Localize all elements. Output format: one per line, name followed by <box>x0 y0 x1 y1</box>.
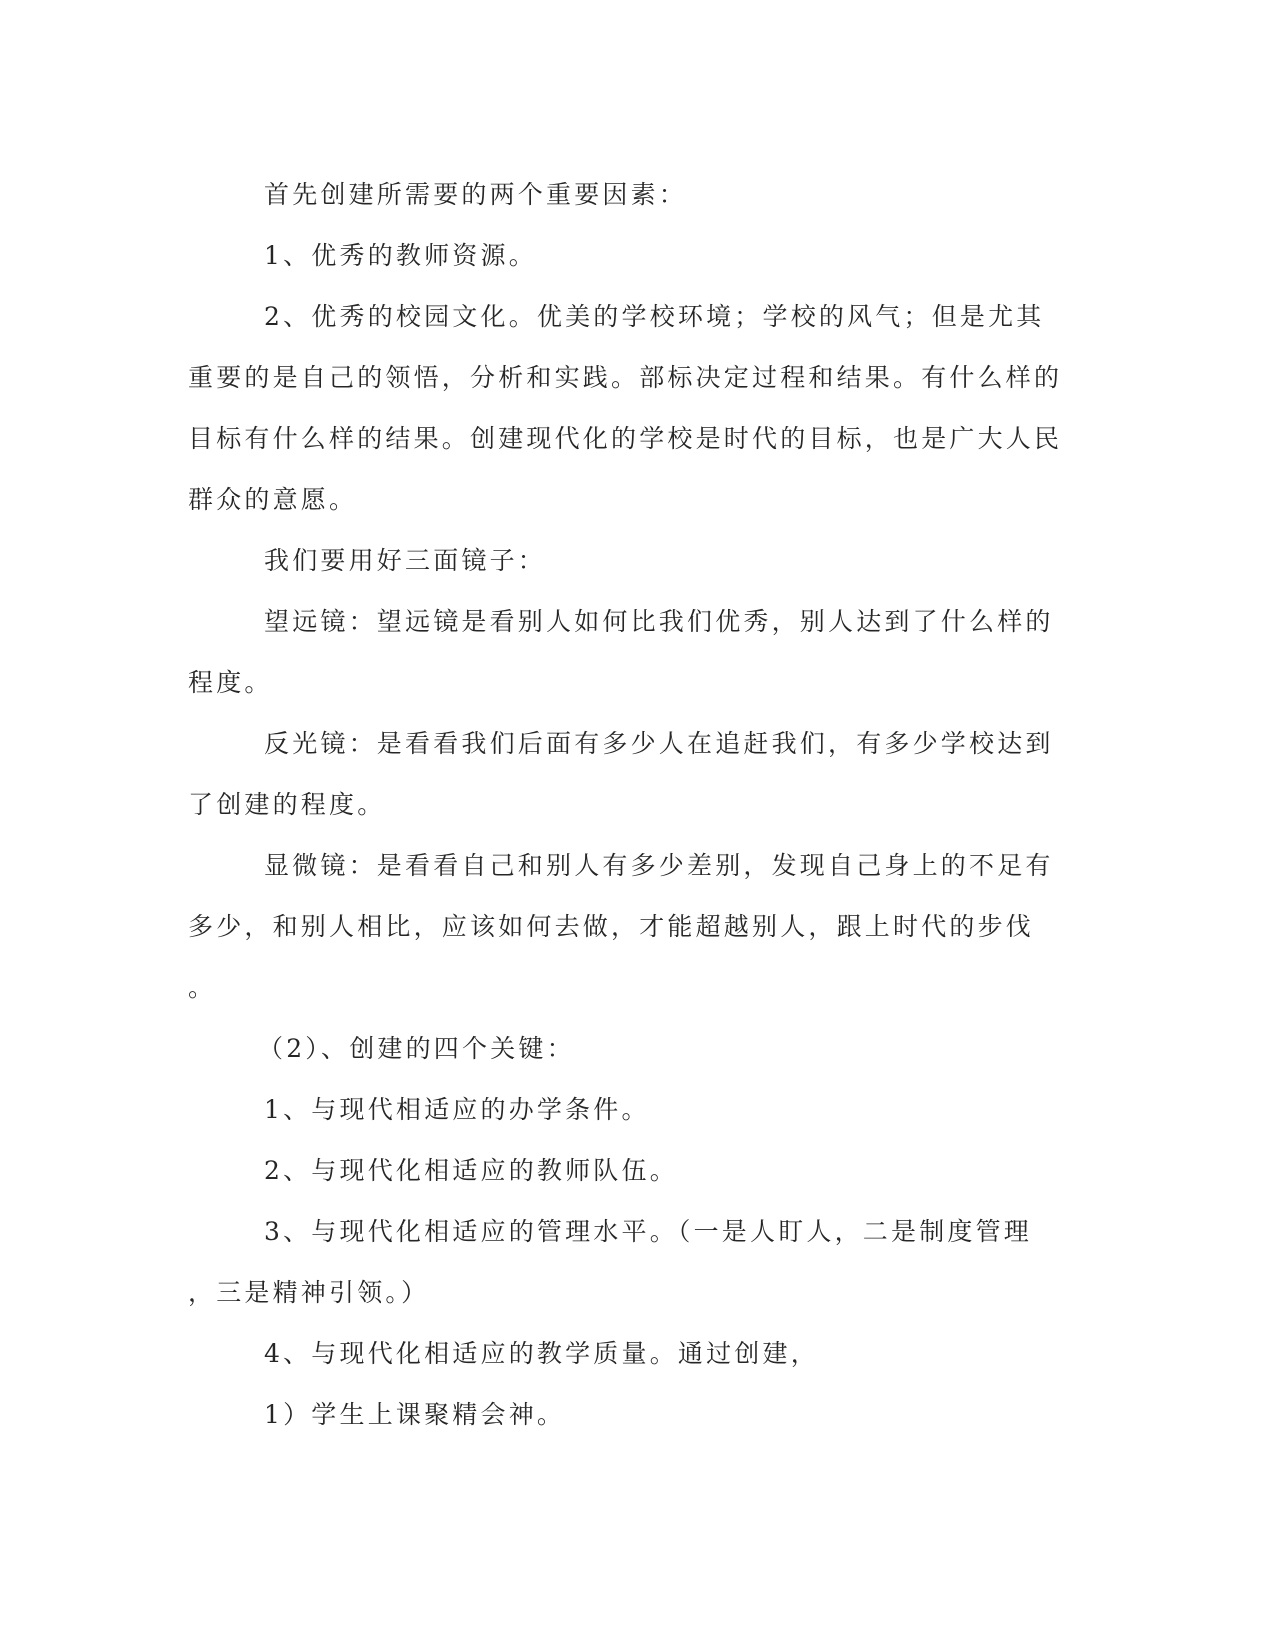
paragraph-three-mirrors-heading: 我们要用好三面镜子： <box>264 546 547 575</box>
paragraph-key-2: 2、与现代化相适应的教师队伍。 <box>264 1156 678 1185</box>
paragraph-key-4: 4、与现代化相适应的教学质量。通过创建， <box>264 1339 819 1368</box>
paragraph-key-1: 1、与现代相适应的办学条件。 <box>264 1095 650 1124</box>
paragraph-key-3: 3、与现代化相适应的管理水平。（一是人盯人，二是制度管理 ，三是精神引领。） <box>188 1217 1033 1307</box>
paragraph-telescope: 望远镜：望远镜是看别人如何比我们优秀，别人达到了什么样的程度。 <box>188 607 1054 697</box>
paragraph-key-factors-heading: 首先创建所需要的两个重要因素： <box>264 180 688 209</box>
paragraph-factor-2: 2、优秀的校园文化。优美的学校环境；学校的风气；但是尤其重要的是自己的领悟，分析和实践。部标决定过程和结果。有什么样的目标有什么样的结果。创建现代化的学校是时代的目标，也是广大人民群众的意愿。 <box>188 302 1063 514</box>
paragraph-four-keys-heading: （2）、创建的四个关键： <box>258 1034 575 1063</box>
paragraph-microscope: 显微镜：是看看自己和别人有多少差别，发现自己身上的不足有多少，和别人相比，应该如何去做，才能超越别人，跟上时代的步伐 。 <box>188 851 1054 1002</box>
paragraph-reflector: 反光镜：是看看我们后面有多少人在追赶我们，有多少学校达到了创建的程度。 <box>188 729 1054 819</box>
paragraph-factor-1: 1、优秀的教师资源。 <box>264 241 537 270</box>
document-body <box>188 164 1068 1445</box>
paragraph-key-4-item-1: 1）学生上课聚精会神。 <box>264 1400 566 1429</box>
